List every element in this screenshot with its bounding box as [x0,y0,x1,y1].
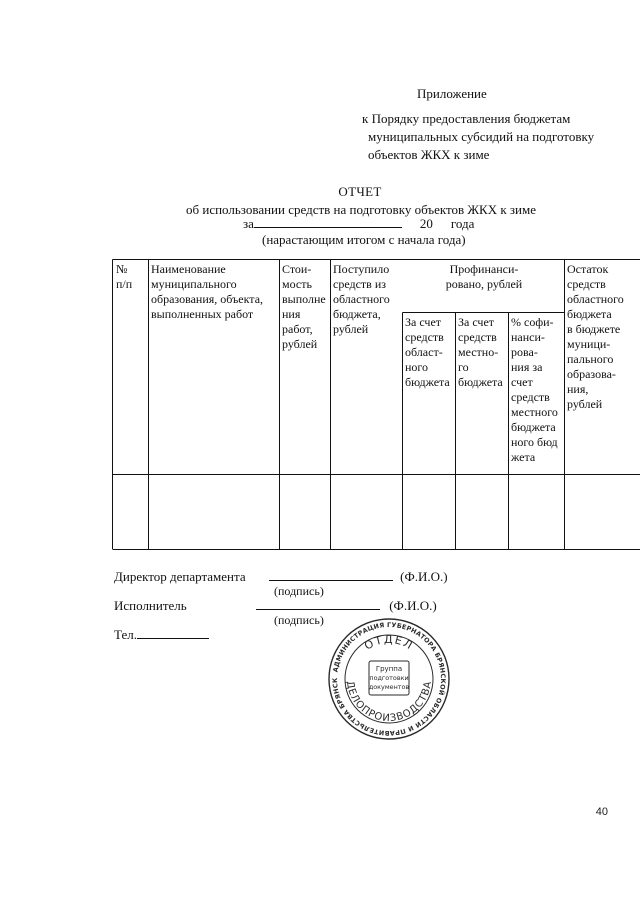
report-note: (нарастающим итогом с начала года) [262,232,466,247]
phone-field[interactable] [137,627,209,639]
director-signature-field[interactable] [269,569,393,581]
appendix-line: объектов ЖКХ к зиме [368,147,490,162]
header-num: № п/п [116,262,133,291]
header-cost: Стои- мость выполне ния работ, рублей [282,262,326,351]
appendix-line: к Порядку предоставления бюджетам [362,111,571,126]
table-data-row[interactable] [113,475,639,549]
executor-signature-field[interactable] [256,598,380,610]
report-table [112,259,640,550]
stamp-graphic [327,617,451,741]
phone-line [114,627,209,643]
report-title: ОТЧЕТ [338,184,382,199]
appendix-description [362,110,594,164]
period-year-word: года [450,216,475,231]
report-period [243,216,474,232]
header-cofinanced: Профинанси- ровано, рублей [445,262,523,291]
executor-label: Исполнитель [114,598,187,613]
appendix-title: Приложение [417,86,487,101]
header-name: Наименование муниципального образования, объекта, выполненных работ [151,262,264,321]
page-number: 40 [595,806,608,818]
header-cofinanced-regional: За счет средств област- ного бюджета [405,315,450,389]
header-balance: Остаток средств областного бюджета в бюджете муници- пального образова- ния, рублей [567,262,624,411]
department-stamp [327,617,451,741]
director-fio: (Ф.И.О.) [400,569,448,584]
header-received: Поступило средств из областного бюджета, рублей [333,262,390,336]
svg-text:документов: документов [368,683,410,691]
svg-text:ДЕЛОПРОИЗВОДСТВА: ДЕЛОПРОИЗВОДСТВА [343,680,435,725]
svg-text:АДМИНИСТРАЦИЯ ГУБЕРНАТОРА БРЯН: АДМИНИСТРАЦИЯ ГУБЕРНАТОРА БРЯНСКОЙ ОБЛАСТИ И ПРАВИТЕЛЬСТВА БРЯНСК [330,620,448,738]
director-signature-caption: (подпись) [274,584,324,598]
director-signature-line [114,569,448,585]
director-label: Директор департамента [114,569,246,584]
header-cofinanced-percent: % софи- нанси- рова- ния за счет средств местного бюджета ного бюд жета [511,315,558,464]
header-cofinanced-local: За счет средств местно- го бюджета [458,315,503,389]
appendix-line: муниципальных субсидий на подготовку [368,129,595,144]
period-blank-field[interactable] [254,216,402,228]
period-prefix: за [243,216,254,231]
executor-signature-caption: (подпись) [274,613,324,627]
svg-text:подготовки: подготовки [369,674,409,682]
phone-label: Тел. [114,627,137,642]
svg-text:ОТДЕЛ: ОТДЕЛ [362,632,416,653]
report-subtitle: об использовании средств на подготовку объектов ЖКХ к зиме [186,202,537,217]
executor-fio: (Ф.И.О.) [389,598,437,613]
svg-text:Группа: Группа [375,665,403,673]
executor-signature-line [114,598,437,614]
period-year-number: 20 [419,216,433,231]
